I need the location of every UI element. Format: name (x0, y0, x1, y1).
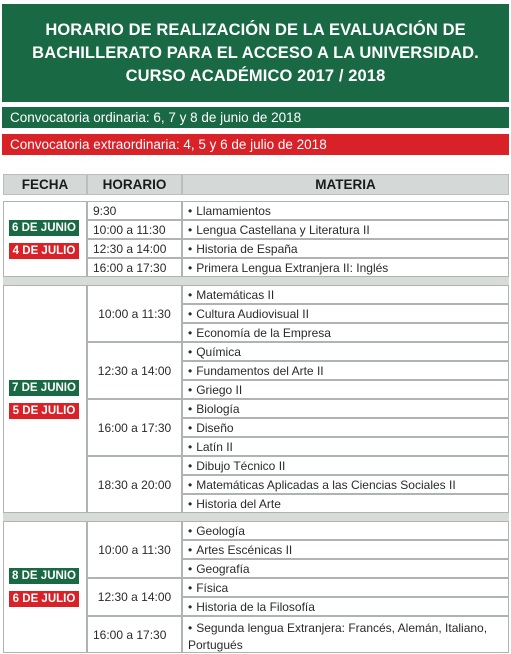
subject-item (182, 616, 509, 653)
bullet-icon: • (188, 561, 193, 576)
subject-name: Llamamientos (196, 203, 271, 218)
subject-item (182, 258, 509, 277)
bullet-icon: • (188, 325, 193, 340)
bullet-icon: • (188, 306, 193, 321)
header-materia: MATERIA (182, 174, 509, 195)
day-separator (3, 513, 509, 521)
header-horario: HORARIO (87, 174, 182, 195)
subject-name: Historia de España (196, 241, 298, 256)
time-slot: 10:00 a 11:30 (87, 285, 182, 342)
time-slot: 12:30 a 14:00 (87, 578, 182, 616)
subject-name: Diseño (196, 420, 234, 435)
subject-name: Geografía (196, 561, 250, 576)
date-badge-ordinaria: 7 DE JUNIO (9, 380, 79, 396)
subject-item (182, 239, 509, 258)
subject-name: Cultura Audiovisual II (196, 306, 309, 321)
bullet-icon: • (188, 260, 193, 275)
time-slot: 10:00 a 11:30 (87, 521, 182, 578)
subject-item (182, 578, 509, 597)
fecha-cell (3, 285, 87, 513)
subject-name: Latín II (196, 439, 233, 454)
bullet-icon: • (188, 599, 193, 614)
subject-item (182, 304, 509, 323)
subject-name: Artes Escénicas II (196, 542, 293, 557)
title-line-3: CURSO ACADÉMICO 2017 / 2018 (125, 66, 386, 85)
time-slot: 16:00 a 17:30 (87, 399, 182, 456)
bullet-icon: • (188, 458, 193, 473)
subject-item (182, 540, 509, 559)
bullet-icon: • (188, 542, 193, 557)
subject-item (182, 456, 509, 475)
subject-item (182, 323, 509, 342)
bullet-icon: • (188, 496, 193, 511)
bullet-icon: • (188, 241, 193, 256)
bullet-icon: • (188, 580, 193, 595)
fecha-cell (3, 521, 87, 653)
convocatoria-ordinaria-banner: Convocatoria ordinaria: 6, 7 y 8 de junio de 2018 (2, 107, 509, 128)
subject-item (182, 521, 509, 540)
bullet-icon: • (188, 382, 193, 397)
subject-name: Matemáticas II (196, 287, 275, 302)
subject-name: Dibujo Técnico II (196, 458, 286, 473)
bullet-icon: • (188, 621, 193, 635)
subject-item (182, 361, 509, 380)
title-line-1: HORARIO DE REALIZACIÓN DE LA EVALUACIÓN DE (45, 20, 466, 39)
subject-name: Griego II (196, 382, 243, 397)
subject-item (182, 285, 509, 304)
bullet-icon: • (188, 420, 193, 435)
subject-name: Economía de la Empresa (196, 325, 331, 340)
subject-name: Primera Lengua Extranjera II: Inglés (196, 260, 389, 275)
date-badge-extraordinaria: 5 DE JULIO (9, 403, 79, 419)
subject-name: Geología (196, 523, 245, 538)
header-fecha: FECHA (3, 174, 87, 195)
time-slot: 16:00 a 17:30 (87, 616, 182, 653)
subject-name: Física (196, 580, 229, 595)
date-badge-extraordinaria: 6 DE JULIO (9, 591, 79, 607)
subject-item (182, 201, 509, 220)
bullet-icon: • (188, 363, 193, 378)
bullet-icon: • (188, 203, 193, 218)
date-badge-ordinaria: 8 DE JUNIO (9, 568, 79, 584)
date-badge-extraordinaria: 4 DE JULIO (9, 243, 79, 259)
bullet-icon: • (188, 401, 193, 416)
time-slot: 10:00 a 11:30 (87, 220, 182, 239)
bullet-icon: • (188, 439, 193, 454)
time-slot: 12:30 a 14:00 (87, 239, 182, 258)
subject-item (182, 342, 509, 361)
subject-name: Lengua Castellana y Literatura II (196, 222, 370, 237)
convocatoria-extraordinaria-banner: Convocatoria extraordinaria: 4, 5 y 6 de julio de 2018 (2, 134, 509, 155)
time-slot: 9:30 (87, 201, 182, 220)
subject-item (182, 220, 509, 239)
bullet-icon: • (188, 222, 193, 237)
subject-item (182, 475, 509, 494)
subject-name: Fundamentos del Arte II (196, 363, 324, 378)
subject-item (182, 399, 509, 418)
subject-name: Química (196, 344, 241, 359)
bullet-icon: • (188, 287, 193, 302)
subject-name: Segunda lengua Extranjera: Francés, Alemán, Italiano, Portugués (188, 621, 488, 652)
subject-item (182, 559, 509, 578)
bullet-icon: • (188, 523, 193, 538)
subject-name: Biología (196, 401, 240, 416)
fecha-cell (3, 201, 87, 277)
bullet-icon: • (188, 344, 193, 359)
subject-item (182, 597, 509, 616)
subject-item (182, 418, 509, 437)
subject-name: Historia de la Filosofía (196, 599, 315, 614)
page-title (2, 4, 509, 102)
time-slot: 18:30 a 20:00 (87, 456, 182, 513)
title-line-2: BACHILLERATO PARA EL ACCESO A LA UNIVERSIDAD. (32, 43, 479, 62)
day-separator (3, 277, 509, 285)
subject-text-wrap (188, 620, 508, 654)
subject-item (182, 494, 509, 513)
time-slot: 16:00 a 17:30 (87, 258, 182, 277)
time-slot: 12:30 a 14:00 (87, 342, 182, 399)
schedule-table (3, 174, 509, 651)
bullet-icon: • (188, 477, 193, 492)
date-badge-ordinaria: 6 DE JUNIO (9, 220, 79, 236)
subject-name: Matemáticas Aplicadas a las Ciencias Sociales II (196, 477, 456, 492)
subject-item (182, 437, 509, 456)
subject-item (182, 380, 509, 399)
subject-name: Historia del Arte (196, 496, 281, 511)
